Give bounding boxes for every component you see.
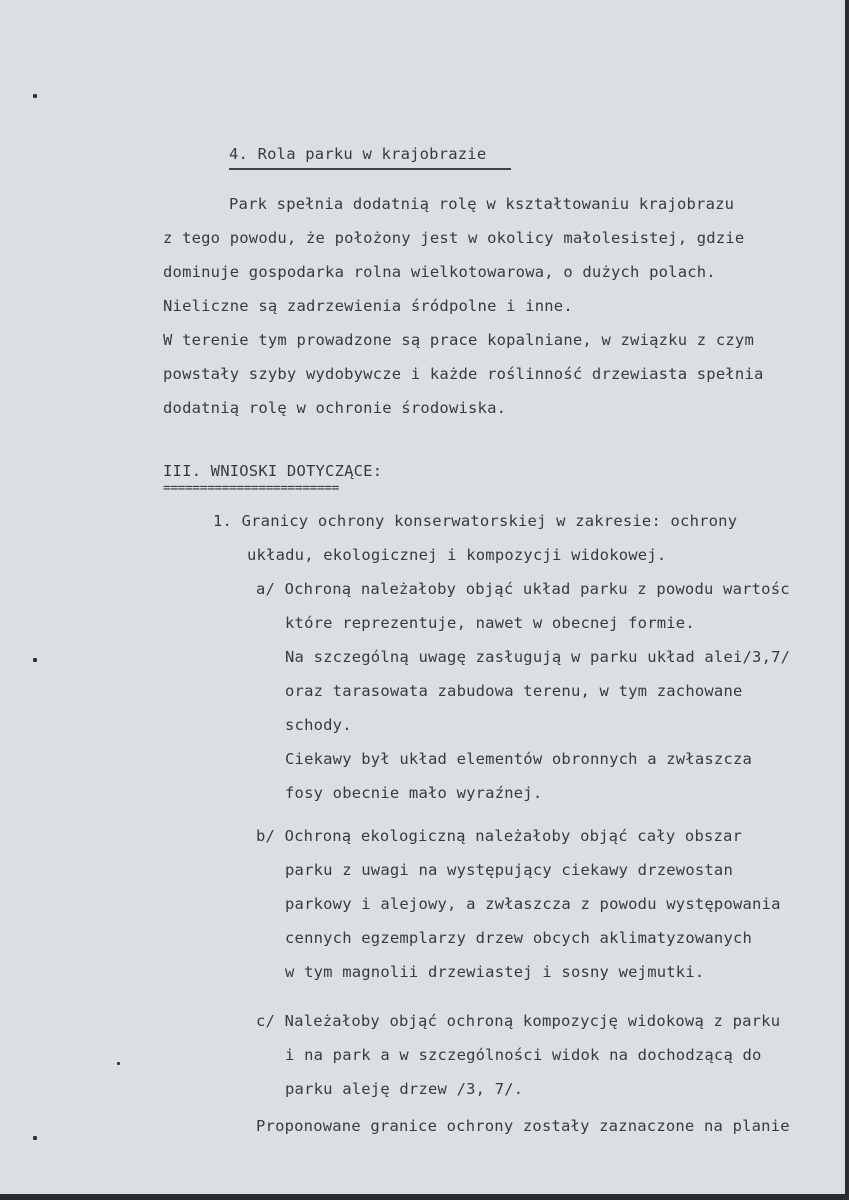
subitem-line: a/ Ochroną należałoby objąć układ parku z powodu wartośc (256, 580, 790, 598)
list-item-line: układu, ekologicznej i kompozycji widokowej. (247, 546, 667, 564)
paragraph-line: powstały szyby wydobywcze i każde roślinność drzewiasta spełnia (163, 365, 764, 383)
list-item-line: 1. Granicy ochrony konserwatorskiej w zakresie: ochrony (213, 512, 738, 530)
margin-mark (33, 94, 37, 98)
paragraph-line: dominuje gospodarka rolna wielkotowarowa, o dużych polach. (163, 263, 716, 281)
closing-line: Proponowane granice ochrony zostały zaznaczone na planie (256, 1117, 790, 1135)
heading-double-rule: ======================== (163, 481, 339, 496)
section-heading: 4. Rola parku w krajobrazie (229, 145, 487, 163)
subitem-line: cennych egzemplarzy drzew obcych aklimatyzowanych (285, 929, 753, 947)
subitem-line: Ciekawy był układ elementów obronnych a zwłaszcza (285, 750, 753, 768)
subitem-line: w tym magnolii drzewiastej i sosny wejmutki. (285, 963, 705, 981)
subitem-line: które reprezentuje, nawet w obecnej formie. (285, 614, 695, 632)
subitem-line: c/ Należałoby objąć ochroną kompozycję widokową z parku (256, 1012, 781, 1030)
subitem-line: i na park a w szczególności widok na dochodzącą do (285, 1046, 762, 1064)
paragraph-line: z tego powodu, że położony jest w okolicy małolesistej, gdzie (163, 229, 745, 247)
subitem-line: fosy obecnie mało wyraźnej. (285, 784, 543, 802)
margin-mark (117, 1062, 120, 1065)
subitem-line: Na szczególną uwagę zasługują w parku układ alei/3,7/ (285, 648, 791, 666)
subitem-line: parkowy i alejowy, a zwłaszcza z powodu występowania (285, 895, 781, 913)
paragraph-line: dodatnią rolę w ochronie środowiska. (163, 399, 507, 417)
paragraph-line: Park spełnia dodatnią rolę w kształtowaniu krajobrazu (229, 195, 735, 213)
heading-underline (229, 168, 511, 170)
paragraph-line: W terenie tym prowadzone są prace kopalniane, w związku z czym (163, 331, 754, 349)
subitem-line: parku aleję drzew /3, 7/. (285, 1080, 524, 1098)
subitem-line: parku z uwagi na występujący ciekawy drzewostan (285, 861, 733, 879)
subitem-line: oraz tarasowata zabudowa terenu, w tym zachowane (285, 682, 743, 700)
margin-mark (33, 1136, 37, 1140)
paragraph-line: Nieliczne są zadrzewienia śródpolne i inne. (163, 297, 573, 315)
margin-mark (33, 658, 37, 662)
subitem-line: b/ Ochroną ekologiczną należałoby objąć cały obszar (256, 827, 743, 845)
subitem-line: schody. (285, 716, 352, 734)
section-heading: III. WNIOSKI DOTYCZĄCE: (163, 462, 383, 480)
